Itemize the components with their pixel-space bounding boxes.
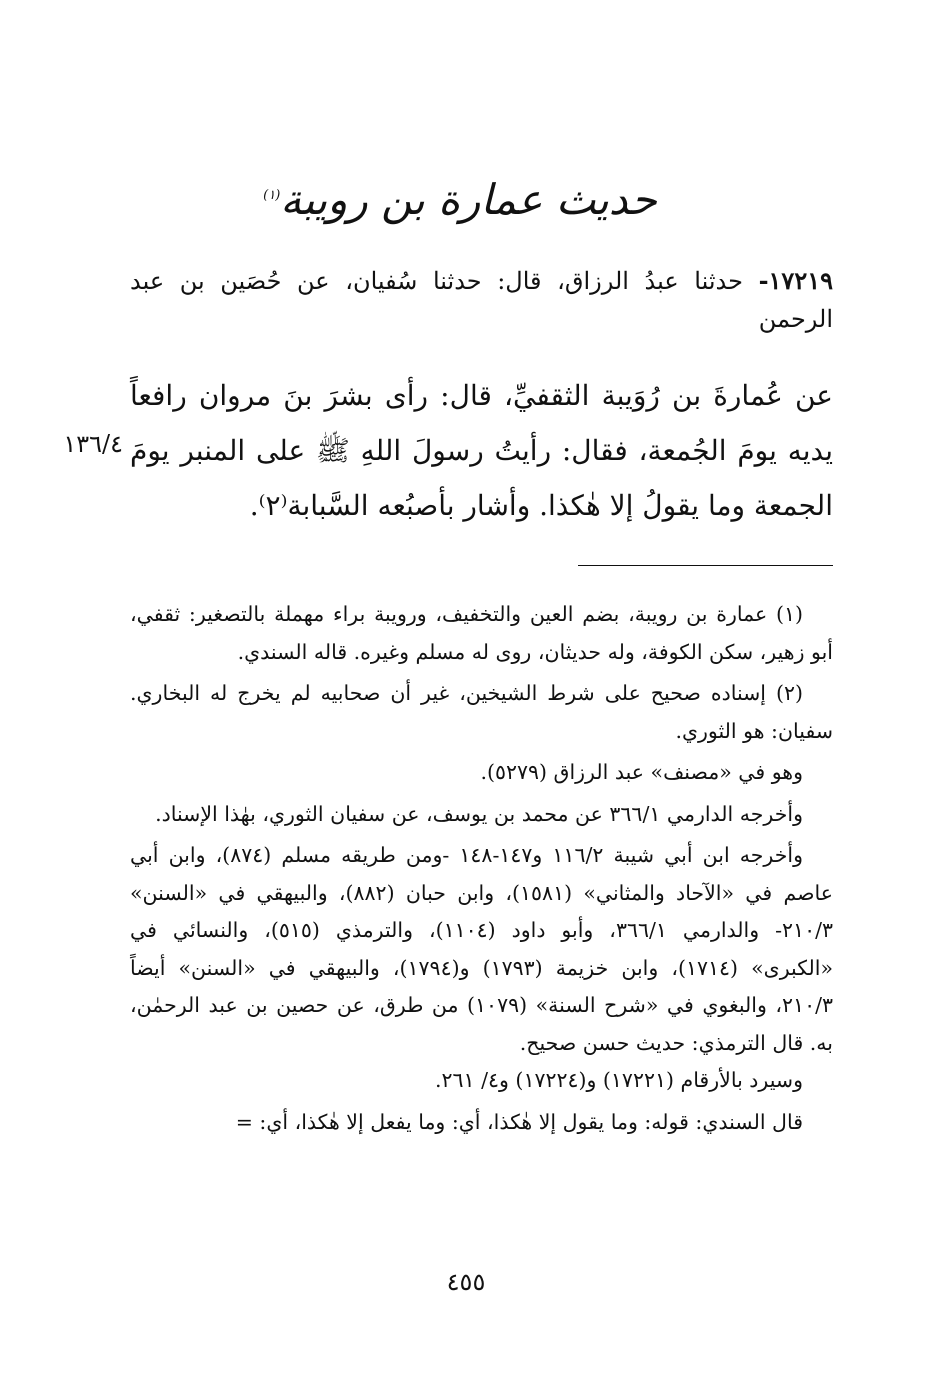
hadith-number: ١٧٢١٩-	[758, 266, 833, 295]
footnotes	[130, 596, 833, 1141]
footnote-sindi: قال السندي: قوله: وما يقول إلا هٰكذا، أي: وما يفعل إلا هٰكذا، أي: =	[235, 1109, 803, 1134]
page-number: ٤٥٥	[446, 1268, 486, 1296]
footnote-1: (١) عمارة بن رويبة، بضم العين والتخفيف، ورويبة براء مهملة بالتصغير: ثقفي، أبو زهير، سكن الكوفة، وله حديثان، روى له مسلم وغيره. قاله السندي.	[130, 602, 833, 664]
footnote-2-darimi: وأخرجه الدارمي ٣٦٦/١ عن محمد بن يوسف، عن سفيان الثوري، بهٰذا الإسناد.	[155, 801, 803, 826]
footnote-separator	[578, 565, 833, 566]
hadith-isnad	[130, 262, 833, 338]
footnote-2-source: وهو في «مصنف» عبد الرزاق (٥٢٧٩).	[480, 760, 803, 784]
footnote-2: (٢) إسناده صحيح على شرط الشيخين، غير أن صحابيه لم يخرج له البخاري. سفيان: هو الثوري.	[130, 681, 833, 743]
chapter-title-text: حديث عمارة بن رويبة	[280, 175, 657, 224]
footnote-2-takhrij: وأخرجه ابن أبي شيبة ١١٦/٢ و١٤٧-١٤٨ -ومن طريقه مسلم (٨٧٤)، وابن أبي عاصم في «الآحاد والمثاني» (١٥٨١)، وابن حبان (٨٨٢)، والبيهقي في «السنن» ٢١٠/٣- والدارمي ٣٦٦/١، وأبو داود (١١٠٤)، والترمذي (٥١٥)، والنسائي في «الكبرى» (١٧١٤)، وابن خزيمة (١٧٩٣) و(١٧٩٤)، والبيهقي في «السنن» أيضاً ٢١٠/٣، والبغوي في «شرح السنة» (١٠٧٩) من طرق، عن حصين بن عبد الرحمٰن، به. قال الترمذي: حديث حسن صحيح.	[130, 843, 833, 1055]
hadith-matn: عن عُمارةَ بن رُوَيبة الثقفيِّ، قال: رأى بشرَ بنَ مروان رافعاً يديه يومَ الجُمعة، فقال: رأيتُ رسولَ اللهِ ﷺ على المنبر يومَ الجمعة وما يقولُ إلا هٰكذا. وأشار بأصبُعه السَّبابة⁽٢⁾.	[130, 379, 833, 522]
isnad-text: حدثنا عبدُ الرزاق، قال: حدثنا سُفيان، عن حُصَين بن عبد الرحمن	[130, 267, 833, 333]
footnote-2-cross-ref: وسيرد بالأرقام (١٧٢٢١) و(١٧٢٢٤) و٤/ ٢٦١.	[434, 1068, 803, 1092]
margin-reference: ١٣٦/٤	[63, 430, 123, 458]
chapter-title	[200, 175, 720, 224]
title-footnote-marker: (١)	[263, 188, 281, 203]
